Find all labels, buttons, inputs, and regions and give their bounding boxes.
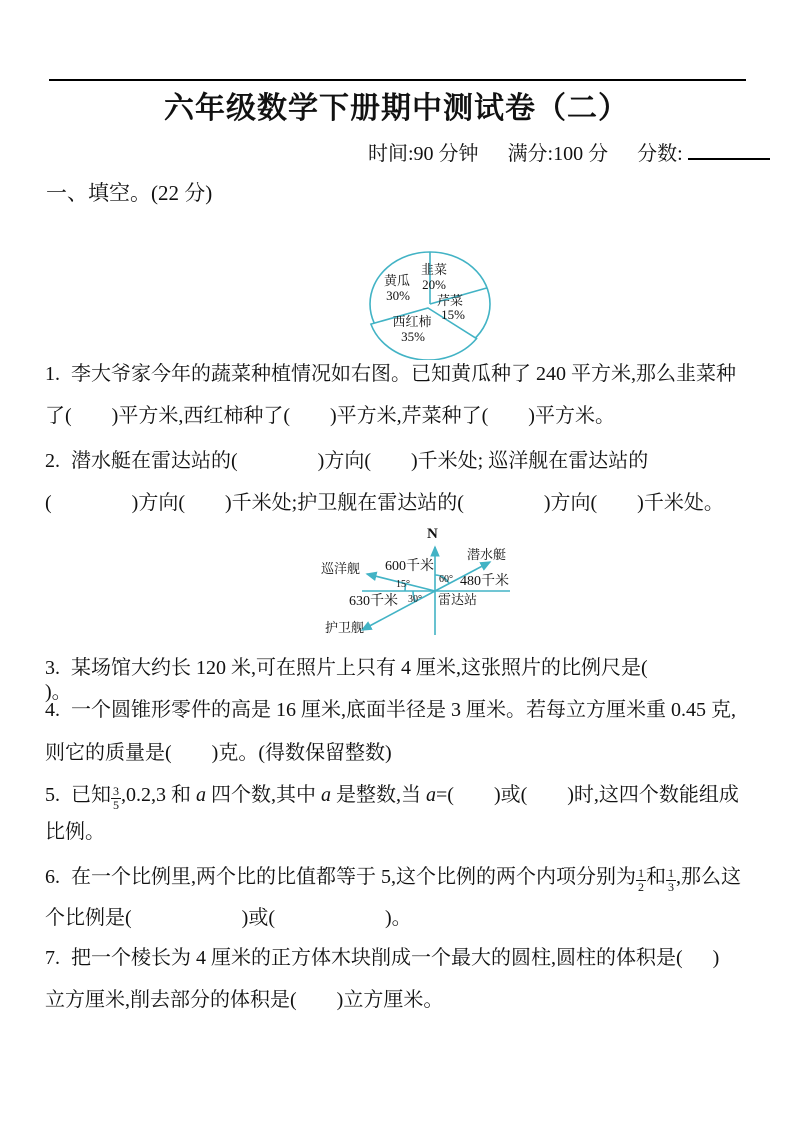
cruiser-distance-label: 600千米	[385, 559, 434, 574]
question-7-line-1: 7. 把一个棱长为 4 厘米的正方体木块削成一个最大的圆柱,圆柱的体积是( )	[45, 947, 720, 969]
frigate-label: 护卫舰	[325, 620, 365, 635]
question-4-line-2: 则它的质量是( )克。(得数保留整数)	[45, 742, 392, 764]
question-1-line-2: 了( )平方米,西红柿种了( )平方米,芹菜种了( )平方米。	[45, 405, 615, 427]
variable: a	[426, 784, 436, 806]
full-score-label: 满分:100 分	[507, 143, 609, 165]
pie-label-qincai: 芹菜	[436, 293, 463, 308]
submarine-distance-label: 480千米	[460, 574, 509, 589]
question-number: 6.	[45, 866, 60, 888]
submarine-angle-label: 60°	[439, 574, 453, 585]
question-number: 7.	[45, 947, 60, 969]
submarine-label: 潜水艇	[467, 547, 507, 562]
paper-meta	[368, 137, 770, 166]
question-6-line-2: 个比例是( )或( )。	[45, 907, 412, 929]
pie-value-xihongshi: 35%	[401, 329, 425, 344]
page-title: 六年级数学下册期中测试卷（二）	[164, 92, 629, 125]
question-2-line-2: ( )方向( )千米处;护卫舰在雷达站的( )方向( )千米处。	[45, 492, 724, 514]
cruiser-angle-label: 15°	[396, 579, 410, 590]
fraction: $\frac{3}{5}$	[113, 784, 119, 812]
question-number: 4.	[45, 699, 60, 721]
pie-label-xihongshi: 西红柿	[392, 314, 432, 329]
question-3-line-1: 3. 某场馆大约长 120 米,可在照片上只有 4 厘米,这张照片的比例尺是( )。	[45, 657, 728, 703]
north-label: N	[427, 526, 438, 542]
radar-station-label: 雷达站	[438, 592, 478, 607]
pie-value-jiucai: 20%	[422, 277, 446, 292]
fraction: $\frac{1}{3}$	[668, 866, 674, 894]
question-number: 5.	[45, 784, 60, 806]
question-5-line-2: 比例。	[45, 821, 105, 843]
question-2-line-1: 2. 潜水艇在雷达站的( )方向( )千米处; 巡洋舰在雷达站的	[45, 450, 649, 472]
question-number: 3.	[45, 657, 60, 679]
cruiser-label: 巡洋舰	[321, 561, 361, 576]
pie-value-huanggua: 30%	[386, 288, 410, 303]
question-6-line-1: 6. 在一个比例里,两个比的比值都等于 5,这个比例的两个内项分别为 $\frac{1}{2}$ 和 $\frac{1}{3}$ ,那么这	[45, 866, 741, 894]
frigate-distance-label: 630千米	[349, 594, 398, 609]
question-number: 1.	[45, 363, 60, 385]
vegetable-pie-chart	[366, 245, 498, 360]
question-1-line-1: 1. 李大爷家今年的蔬菜种植情况如右图。已知黄瓜种了 240 平方米,那么韭菜种	[45, 363, 736, 385]
pie-label-huanggua: 黄瓜	[383, 273, 410, 288]
question-4-line-1: 4. 一个圆锥形零件的高是 16 厘米,底面半径是 3 厘米。若每立方厘米重 0.45 克,	[45, 699, 736, 721]
frigate-angle-label: 30°	[408, 594, 422, 605]
question-number: 2.	[45, 450, 60, 472]
question-7-line-2: 立方厘米,削去部分的体积是( )立方厘米。	[45, 989, 444, 1011]
section-heading: 一、填空。(22 分)	[46, 181, 213, 205]
variable: a	[196, 784, 206, 806]
score-label: 分数:	[637, 143, 683, 165]
radar-direction-diagram	[300, 523, 540, 647]
question-5-line-1: 5. 已知 $\frac{3}{5}$ ,0.2,3 和 a 四个数,其中 a 是整数,当 a=( )或( )时,这四个数能组成	[45, 784, 739, 812]
pie-label-jiucai: 韭菜	[420, 262, 447, 277]
header-rule	[49, 79, 746, 81]
pie-value-qincai: 15%	[441, 307, 465, 322]
fraction: $\frac{1}{2}$	[638, 866, 644, 894]
time-label: 时间:90 分钟	[368, 143, 479, 165]
variable: a	[321, 784, 331, 806]
score-blank-line	[688, 142, 770, 160]
